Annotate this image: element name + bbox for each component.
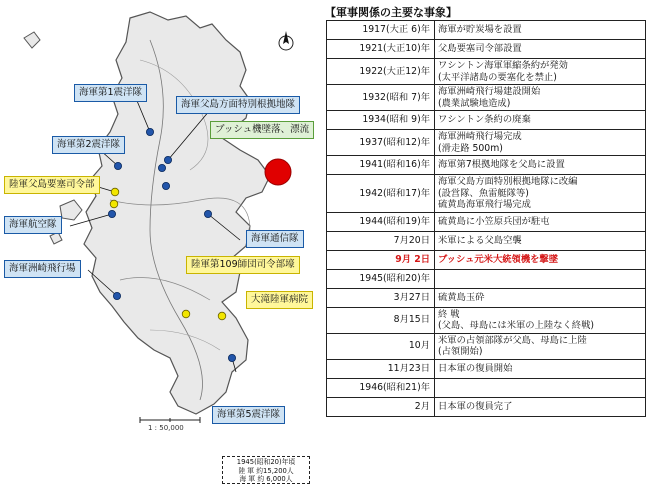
table-row [327, 333, 646, 359]
garrison-army: 陸 軍 約15,200人 [238, 466, 294, 475]
small-island [24, 32, 40, 48]
row-event: 米軍の占領部隊が父島、母島に上陸 (占領開始) [435, 333, 646, 359]
table-row [327, 85, 646, 111]
garrison-note [222, 456, 310, 484]
army-marker [110, 200, 118, 208]
label-bush-crash: ブッシュ機墜落、漂流 [210, 121, 314, 139]
row-event: 硫黄島に小笠原兵団が駐屯 [435, 212, 646, 231]
navy-marker [146, 128, 153, 135]
table-row [327, 212, 646, 231]
row-date: 1937(昭和12)年 [327, 130, 435, 156]
row-date: 1942(昭和17)年 [327, 175, 435, 213]
row-event: 終 戦 (父島、母島には米軍の上陸なく終戦) [435, 307, 646, 333]
row-date: 1945(昭和20)年 [327, 269, 435, 288]
navy-marker [162, 182, 169, 189]
row-date: 1941(昭和16)年 [327, 156, 435, 175]
row-date: 9月 2日 [327, 250, 435, 269]
row-event: 海軍洲崎飛行場完成 (滑走路 500m) [435, 130, 646, 156]
table-row [327, 21, 646, 40]
navy-marker [158, 164, 165, 171]
scale-bar [140, 417, 200, 423]
row-event: 海軍が貯炭場を設置 [435, 21, 646, 40]
label-army-fortress-hq: 陸軍父島要塞司令部 [4, 176, 100, 194]
table-row [327, 40, 646, 59]
row-date: 1932(昭和 7)年 [327, 85, 435, 111]
row-event: 硫黄島玉砕 [435, 288, 646, 307]
island-map [0, 0, 322, 487]
label-navy-shinyo-unit-1: 海軍第1震洋隊 [74, 84, 147, 102]
row-date: 1944(昭和19)年 [327, 212, 435, 231]
row-date: 1934(昭和 9)年 [327, 111, 435, 130]
table-row [327, 397, 646, 416]
row-event: 日本軍の復員開始 [435, 359, 646, 378]
army-marker [218, 312, 226, 320]
table-row [327, 307, 646, 333]
row-date: 1917(大正 6)年 [327, 21, 435, 40]
row-event: ブッシュ元米大統領機を撃墜 [435, 250, 646, 269]
label-navy-comm-unit: 海軍通信隊 [246, 230, 304, 248]
army-marker [111, 188, 119, 196]
label-navy-suzaki-airfield: 海軍洲崎飛行場 [4, 260, 81, 278]
row-date: 8月15日 [327, 307, 435, 333]
table-row [327, 130, 646, 156]
garrison-navy: 海 軍 約 6,000人 [239, 475, 293, 484]
navy-marker [228, 354, 235, 361]
table-row [327, 175, 646, 213]
small-island [60, 200, 82, 220]
navy-marker [204, 210, 211, 217]
label-navy-chichijima-base: 海軍父島方面特別根拠地隊 [176, 96, 300, 114]
row-date: 7月20日 [327, 231, 435, 250]
row-date: 2月 [327, 397, 435, 416]
army-marker [182, 310, 190, 318]
row-date: 10月 [327, 333, 435, 359]
row-event: 海軍第7根拠地隊を父島に設置 [435, 156, 646, 175]
label-otaki-army-hospital: 大滝陸軍病院 [246, 291, 313, 309]
table-title: 【軍事関係の主要な事象】 [325, 6, 457, 19]
scale-label: 1 : 50,000 [148, 424, 184, 432]
row-event: 米軍による父島空襲 [435, 231, 646, 250]
label-army-109-division-hq: 陸軍第109師団司令部壕 [186, 256, 300, 274]
navy-marker [108, 210, 115, 217]
table-row [327, 111, 646, 130]
row-date: 1921(大正10)年 [327, 40, 435, 59]
row-event: ワシントン条約の廃棄 [435, 111, 646, 130]
row-event: 海軍父島方面特別根拠地隊に改編 (設営隊、魚雷艇隊等) 硫黄島海軍飛行場完成 [435, 175, 646, 213]
table-row [327, 156, 646, 175]
garrison-year: 1945(昭和20)年頃 [236, 458, 296, 466]
navy-marker [113, 292, 120, 299]
table-row [327, 231, 646, 250]
table-row [327, 359, 646, 378]
row-event: ワシントン海軍軍縮条約が発効 (太平洋諸島の要塞化を禁止) [435, 59, 646, 85]
navy-marker [164, 156, 171, 163]
table-row [327, 269, 646, 288]
label-navy-shinyo-unit-2: 海軍第2震洋隊 [52, 136, 125, 154]
row-event [435, 378, 646, 397]
label-navy-air-unit: 海軍航空隊 [4, 216, 62, 234]
row-date: 1946(昭和21)年 [327, 378, 435, 397]
events-table [326, 20, 646, 417]
row-date: 3月27日 [327, 288, 435, 307]
crash-marker [265, 159, 291, 185]
navy-marker [114, 162, 121, 169]
table-row [327, 378, 646, 397]
events-body [327, 21, 646, 417]
row-event: 父島要塞司令部設置 [435, 40, 646, 59]
row-date: 11月23日 [327, 359, 435, 378]
row-event: 日本軍の復員完了 [435, 397, 646, 416]
row-event: 海軍洲崎飛行場建設開始 (農業試験地造成) [435, 85, 646, 111]
table-row-highlight [327, 250, 646, 269]
table-row [327, 288, 646, 307]
label-navy-shinyo-unit-5: 海軍第5震洋隊 [212, 406, 285, 424]
table-row [327, 59, 646, 85]
row-event [435, 269, 646, 288]
row-date: 1922(大正12)年 [327, 59, 435, 85]
